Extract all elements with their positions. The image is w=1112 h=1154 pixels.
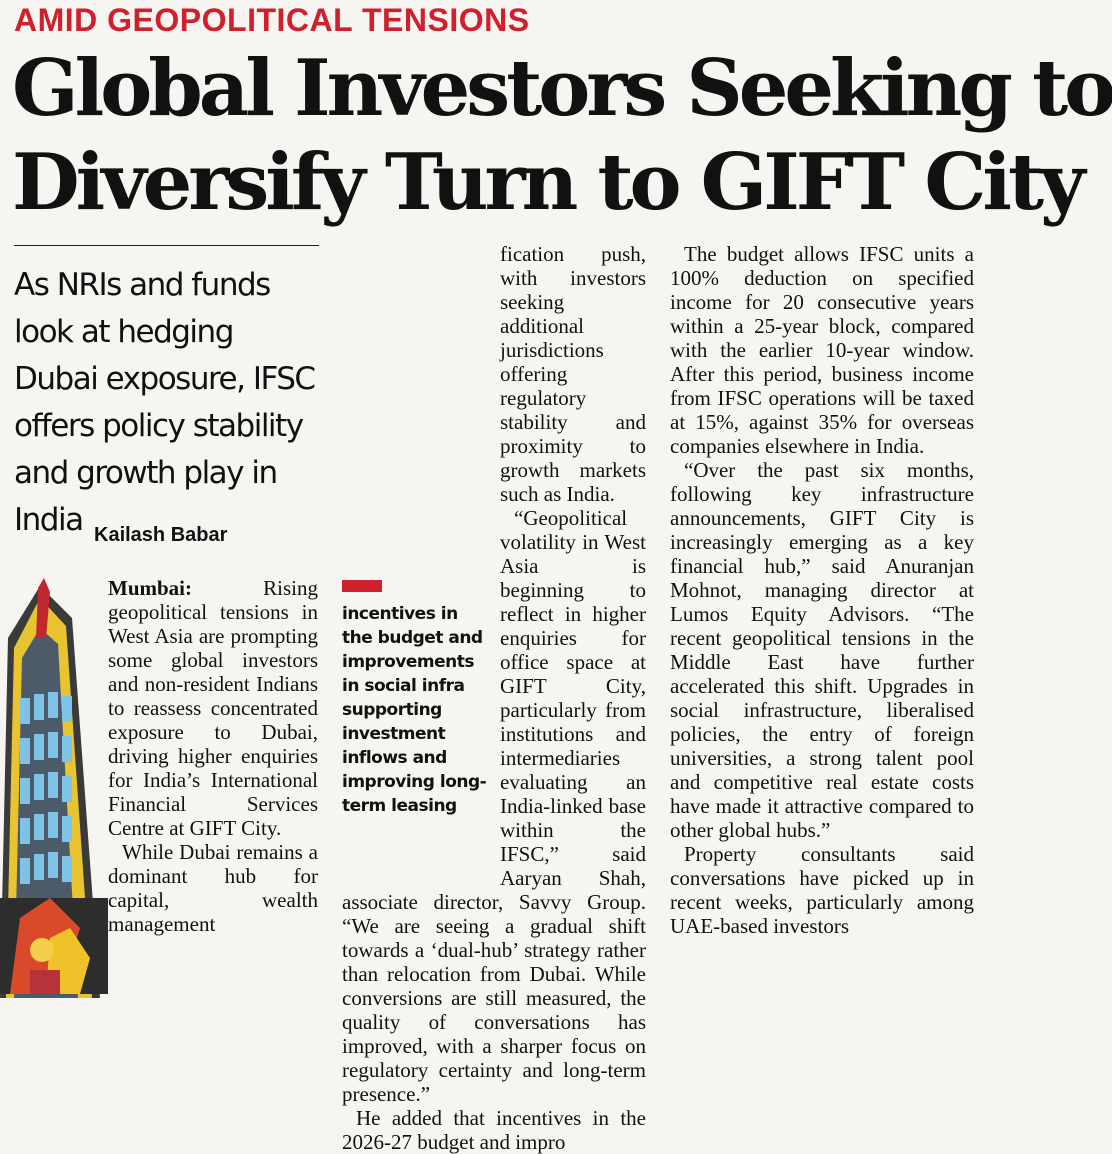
column-3 <box>670 242 974 938</box>
column-3-para-1: The budget allows IFSC units a 100% deduction on specified income for 20 consecutive years within a 25-year block, compared with the earlier 10-year window. After this period, business income from IFSC operations will be taxed at 15%, against 35% for overseas companies elsewhere in India. <box>670 242 974 458</box>
column-3-para-2: “Over the past six months, following key infrastructure announcements, GIFT City is increasingly emerging as a key financial hub,” said Anuranjan Mohnot, managing director at Lumos Equity Advisors. “The recent geopolitical tensions in the Middle East have further accelerated this shift. Upgrades in social infrastructure, liberalised policies, the entry of foreign universities, a strong talent pool and competitive real estate costs have made it attractive compared to other global hubs.” <box>670 458 974 842</box>
column-2-para-2: “Geopolitical volatility in West Asia is beginning to reflect in higher enquiries for office space at GIFT City, particularly from institutions and intermediaries evaluating an India-linked base within the IFSC,” said Aaryan Shah, associate director, Savvy Group. “We are seeing a gradual shift towards a ‘dual-hub’ strategy rather than relocation from Dubai. While conversions are still measured, the quality of conversations has improved, with a sharper focus on regulatory certainty and long-term presence.” <box>342 506 646 1106</box>
deck: As NRIs and funds look at hedging Dubai exposure, IFSC offers policy stability and growth play in India <box>14 267 315 538</box>
column-1-para-1-text: Rising geopolitical tensions in West Asia are prompting some global investors and non-resident Indians to reassess concentrated exposure to Dubai, driving higher enquiries for India’s International Financial Services Centre at GIFT City. <box>108 576 318 840</box>
pullquote-bar <box>342 580 382 592</box>
column-2-para-1: fication push, with investors seeking additional jurisdictions offering regulatory stability and proximity to growth markets such as India. <box>500 242 646 506</box>
column-2-para-3: He added that incentives in the 2026-27 budget and impro <box>342 1106 646 1154</box>
headline <box>12 42 1112 230</box>
deck-rule <box>14 245 319 246</box>
headline-line-2: Diversify Turn to GIFT City <box>12 137 1082 228</box>
column-1-para-2: While Dubai remains a dominant hub for capital, wealth management <box>108 840 318 936</box>
byline: Kailash Babar <box>94 524 228 546</box>
pullquote: incentives in the budget and improvements in social infra supporting investment inflows and improving long-term leasing <box>342 604 487 816</box>
headline-line-1: Global Investors Seeking to <box>12 43 1112 134</box>
kicker: AMID GEOPOLITICAL TENSIONS <box>14 2 530 38</box>
column-1-para-1 <box>108 576 318 840</box>
dateline: Mumbai: <box>108 576 192 600</box>
building-illustration <box>0 578 108 994</box>
column-1 <box>108 576 318 936</box>
column-3-para-3: Property consultants said conversations have picked up in recent weeks, particularly among UAE-based investors <box>670 842 974 938</box>
